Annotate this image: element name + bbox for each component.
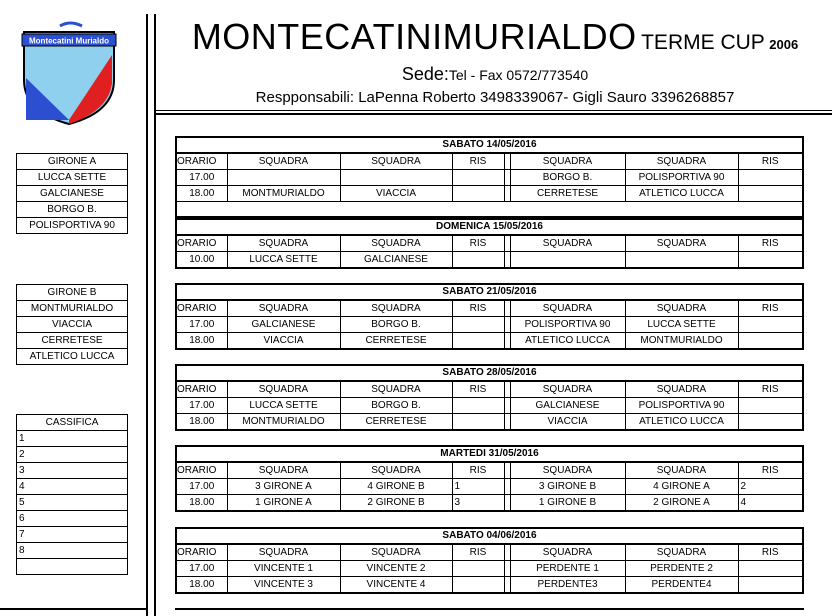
match-row <box>177 577 802 593</box>
away-team-cell: ATLETICO LUCCA <box>625 186 738 202</box>
time-cell: 18.00 <box>177 577 227 593</box>
squadra-header: SQUADRA <box>340 301 452 317</box>
away-team-cell: CERRETESE <box>340 414 452 430</box>
away-team-cell: VINCENTE 2 <box>340 561 452 577</box>
home-team-cell: GALCIANESE <box>227 317 340 333</box>
squadra-header: SQUADRA <box>625 463 738 479</box>
time-cell: 17.00 <box>177 170 227 186</box>
result-cell <box>452 398 504 414</box>
ris-header: RIS <box>452 236 504 252</box>
girone-a-team: LUCCA SETTE <box>17 170 127 186</box>
result-cell: 1 <box>452 479 504 495</box>
match-date: SABATO 28/05/2016 <box>177 366 802 381</box>
classifica-row: 4 <box>17 479 127 495</box>
classifica-row: 5 <box>17 495 127 511</box>
ris-header: RIS <box>452 154 504 170</box>
home-team-cell: ATLETICO LUCCA <box>510 333 625 349</box>
girone-b-team: ATLETICO LUCCA <box>29 351 115 362</box>
orario-header: ORARIO <box>177 236 227 252</box>
away-team-cell: GALCIANESE <box>340 252 452 268</box>
spacer-row <box>177 201 802 216</box>
away-team-cell: MONTMURIALDO <box>625 333 738 349</box>
column-header-row <box>177 463 802 479</box>
classifica-row: 6 <box>17 511 127 527</box>
ris-header: RIS <box>452 382 504 398</box>
squadra-header: SQUADRA <box>340 382 452 398</box>
left-frame-line <box>146 14 148 616</box>
result-cell <box>738 317 802 333</box>
match-row <box>177 495 802 511</box>
match-day-block <box>175 527 804 594</box>
home-team-cell: POLISPORTIVA 90 <box>510 317 625 333</box>
match-row <box>177 186 802 202</box>
home-team-cell: VIACCIA <box>227 333 340 349</box>
result-cell <box>452 317 504 333</box>
time-cell: 18.00 <box>177 333 227 349</box>
ris-header: RIS <box>452 463 504 479</box>
home-team-cell: 3 GIRONE B <box>510 479 625 495</box>
header-divider-2 <box>156 113 832 115</box>
classifica-row: 8 <box>17 543 127 559</box>
away-team-cell: BORGO B. <box>340 398 452 414</box>
squadra-header: SQUADRA <box>340 463 452 479</box>
orario-header: ORARIO <box>177 463 227 479</box>
squadra-header: SQUADRA <box>510 236 625 252</box>
match-row <box>177 398 802 414</box>
match-row <box>177 414 802 430</box>
home-team-cell: VINCENTE 3 <box>227 577 340 593</box>
match-day-block <box>175 136 804 218</box>
girone-a-team: GALCIANESE <box>17 186 127 202</box>
away-team-cell: POLISPORTIVA 90 <box>625 170 738 186</box>
time-cell: 17.00 <box>177 317 227 333</box>
squadra-header: SQUADRA <box>625 382 738 398</box>
result-cell <box>738 252 802 268</box>
away-team-cell: VIACCIA <box>340 186 452 202</box>
away-team-cell: POLISPORTIVA 90 <box>625 398 738 414</box>
girone-a-team: BORGO B. <box>17 202 127 218</box>
time-cell: 17.00 <box>177 561 227 577</box>
home-team-cell: LUCCA SETTE <box>227 252 340 268</box>
squadra-header: SQUADRA <box>227 382 340 398</box>
girone-b-team: VIACCIA <box>17 317 127 333</box>
result-cell: 3 <box>452 495 504 511</box>
away-team-cell: 2 GIRONE A <box>625 495 738 511</box>
home-team-cell: VINCENTE 1 <box>227 561 340 577</box>
result-cell <box>452 186 504 202</box>
squadra-header: SQUADRA <box>227 236 340 252</box>
responsabili-line: Respponsabili: LaPenna Roberto 3498339067- Gigli Sauro 3396268857 <box>255 89 735 106</box>
ris-header: RIS <box>738 154 802 170</box>
squadra-header: SQUADRA <box>510 154 625 170</box>
result-cell: 4 <box>738 495 802 511</box>
result-cell <box>738 333 802 349</box>
header-divider <box>156 110 832 111</box>
squadra-header: SQUADRA <box>625 545 738 561</box>
time-cell: 10.00 <box>177 252 227 268</box>
away-team-cell: CERRETESE <box>340 333 452 349</box>
home-team-cell: GALCIANESE <box>510 398 625 414</box>
result-cell <box>452 561 504 577</box>
ris-header: RIS <box>738 301 802 317</box>
page-title <box>160 16 830 58</box>
orario-header: ORARIO <box>177 382 227 398</box>
classifica-row: 2 <box>17 447 127 463</box>
away-team-cell: 2 GIRONE B <box>340 495 452 511</box>
away-team-cell <box>340 170 452 186</box>
home-team-cell <box>510 252 625 268</box>
home-team-cell: PERDENTE 1 <box>510 561 625 577</box>
time-cell: 17.00 <box>177 398 227 414</box>
sede-contact: Tel - Fax 0572/773540 <box>448 67 589 83</box>
match-day-block <box>175 218 804 269</box>
away-team-cell: ATLETICO LUCCA <box>625 414 738 430</box>
away-team-cell: BORGO B. <box>340 317 452 333</box>
home-team-cell: MONTMURIALDO <box>227 414 340 430</box>
result-cell <box>452 414 504 430</box>
home-team-cell: 1 GIRONE B <box>510 495 625 511</box>
squadra-header: SQUADRA <box>227 545 340 561</box>
home-team-cell <box>227 170 340 186</box>
result-cell <box>452 577 504 593</box>
result-cell <box>738 186 802 202</box>
squadra-header: SQUADRA <box>625 154 738 170</box>
ris-header: RIS <box>738 545 802 561</box>
title-year: 2006 <box>769 37 799 52</box>
match-row <box>177 317 802 333</box>
home-team-cell: BORGO B. <box>510 170 625 186</box>
logo-text: Montecatini Murialdo <box>29 36 109 46</box>
match-day-block <box>175 364 804 431</box>
match-date: MARTEDI 31/05/2016 <box>177 447 802 462</box>
away-team-cell: PERDENTE4 <box>625 577 738 593</box>
away-team-cell: VINCENTE 4 <box>340 577 452 593</box>
ris-header: RIS <box>738 382 802 398</box>
orario-header: ORARIO <box>177 545 227 561</box>
away-team-cell: LUCCA SETTE <box>625 317 738 333</box>
orario-header: ORARIO <box>177 301 227 317</box>
bottom-block-edge <box>175 608 804 610</box>
girone-a-title: GIRONE A <box>17 154 127 170</box>
classifica-row: 3 <box>17 463 127 479</box>
girone-b-box <box>16 284 128 365</box>
home-team-cell: PERDENTE3 <box>510 577 625 593</box>
match-day-block <box>175 445 804 512</box>
away-team-cell: 4 GIRONE A <box>625 479 738 495</box>
title-main: MONTECATINIMURIALDO <box>191 16 637 57</box>
result-cell: 2 <box>738 479 802 495</box>
result-cell <box>452 252 504 268</box>
squadra-header: SQUADRA <box>510 545 625 561</box>
result-cell <box>738 170 802 186</box>
match-row <box>177 479 802 495</box>
time-cell: 18.00 <box>177 186 227 202</box>
time-cell: 18.00 <box>177 495 227 511</box>
result-cell <box>738 577 802 593</box>
home-team-cell: 1 GIRONE A <box>227 495 340 511</box>
result-cell <box>738 561 802 577</box>
column-header-row <box>177 236 802 252</box>
squadra-header: SQUADRA <box>625 301 738 317</box>
squadra-header: SQUADRA <box>340 154 452 170</box>
classifica-box <box>16 414 128 575</box>
result-cell <box>738 398 802 414</box>
left-frame-line-inner <box>154 14 156 616</box>
match-row <box>177 170 802 186</box>
classifica-title: CASSIFICA <box>17 415 127 431</box>
sede-line <box>160 64 830 85</box>
squadra-header: SQUADRA <box>227 463 340 479</box>
match-row <box>177 333 802 349</box>
squadra-header: SQUADRA <box>510 463 625 479</box>
away-team-cell <box>625 252 738 268</box>
girone-b-title: GIRONE B <box>17 285 127 301</box>
home-team-cell: CERRETESE <box>510 186 625 202</box>
home-team-cell: MONTMURIALDO <box>227 186 340 202</box>
squadra-header: SQUADRA <box>227 301 340 317</box>
result-cell <box>738 414 802 430</box>
result-cell <box>452 333 504 349</box>
column-header-row <box>177 154 802 170</box>
home-team-cell: LUCCA SETTE <box>227 398 340 414</box>
ris-header: RIS <box>738 463 802 479</box>
home-team-cell: 3 GIRONE A <box>227 479 340 495</box>
time-cell: 17.00 <box>177 479 227 495</box>
match-row <box>177 252 802 268</box>
match-date: DOMENICA 15/05/2016 <box>177 220 802 235</box>
classifica-row <box>17 559 127 574</box>
squadra-header: SQUADRA <box>227 154 340 170</box>
classifica-row: 7 <box>17 527 127 543</box>
girone-b-team: CERRETESE <box>17 333 127 349</box>
bottom-line <box>0 608 146 610</box>
squadra-header: SQUADRA <box>510 301 625 317</box>
squadra-header: SQUADRA <box>340 545 452 561</box>
ris-header: RIS <box>738 236 802 252</box>
match-date: SABATO 14/05/2016 <box>177 138 802 153</box>
away-team-cell: PERDENTE 2 <box>625 561 738 577</box>
girone-b-team: MONTMURIALDO <box>17 301 127 317</box>
squadra-header: SQUADRA <box>510 382 625 398</box>
ris-header: RIS <box>452 301 504 317</box>
match-day-block <box>175 283 804 350</box>
girone-a-team: POLISPORTIVA 90 <box>29 220 115 231</box>
away-team-cell: 4 GIRONE B <box>340 479 452 495</box>
orario-header: ORARIO <box>177 154 227 170</box>
ris-header: RIS <box>452 545 504 561</box>
column-header-row <box>177 301 802 317</box>
squadra-header: SQUADRA <box>340 236 452 252</box>
home-team-cell: VIACCIA <box>510 414 625 430</box>
time-cell: 18.00 <box>177 414 227 430</box>
result-cell <box>452 170 504 186</box>
girone-a-box <box>16 153 128 234</box>
title-cup: TERME CUP <box>641 31 765 54</box>
column-header-row <box>177 545 802 561</box>
club-logo <box>20 20 118 128</box>
sede-label: Sede: <box>401 64 449 84</box>
squadra-header: SQUADRA <box>625 236 738 252</box>
column-header-row <box>177 382 802 398</box>
classifica-row: 1 <box>17 431 127 447</box>
match-row <box>177 561 802 577</box>
match-date: SABATO 21/05/2016 <box>177 285 802 300</box>
match-date: SABATO 04/06/2016 <box>177 529 802 544</box>
